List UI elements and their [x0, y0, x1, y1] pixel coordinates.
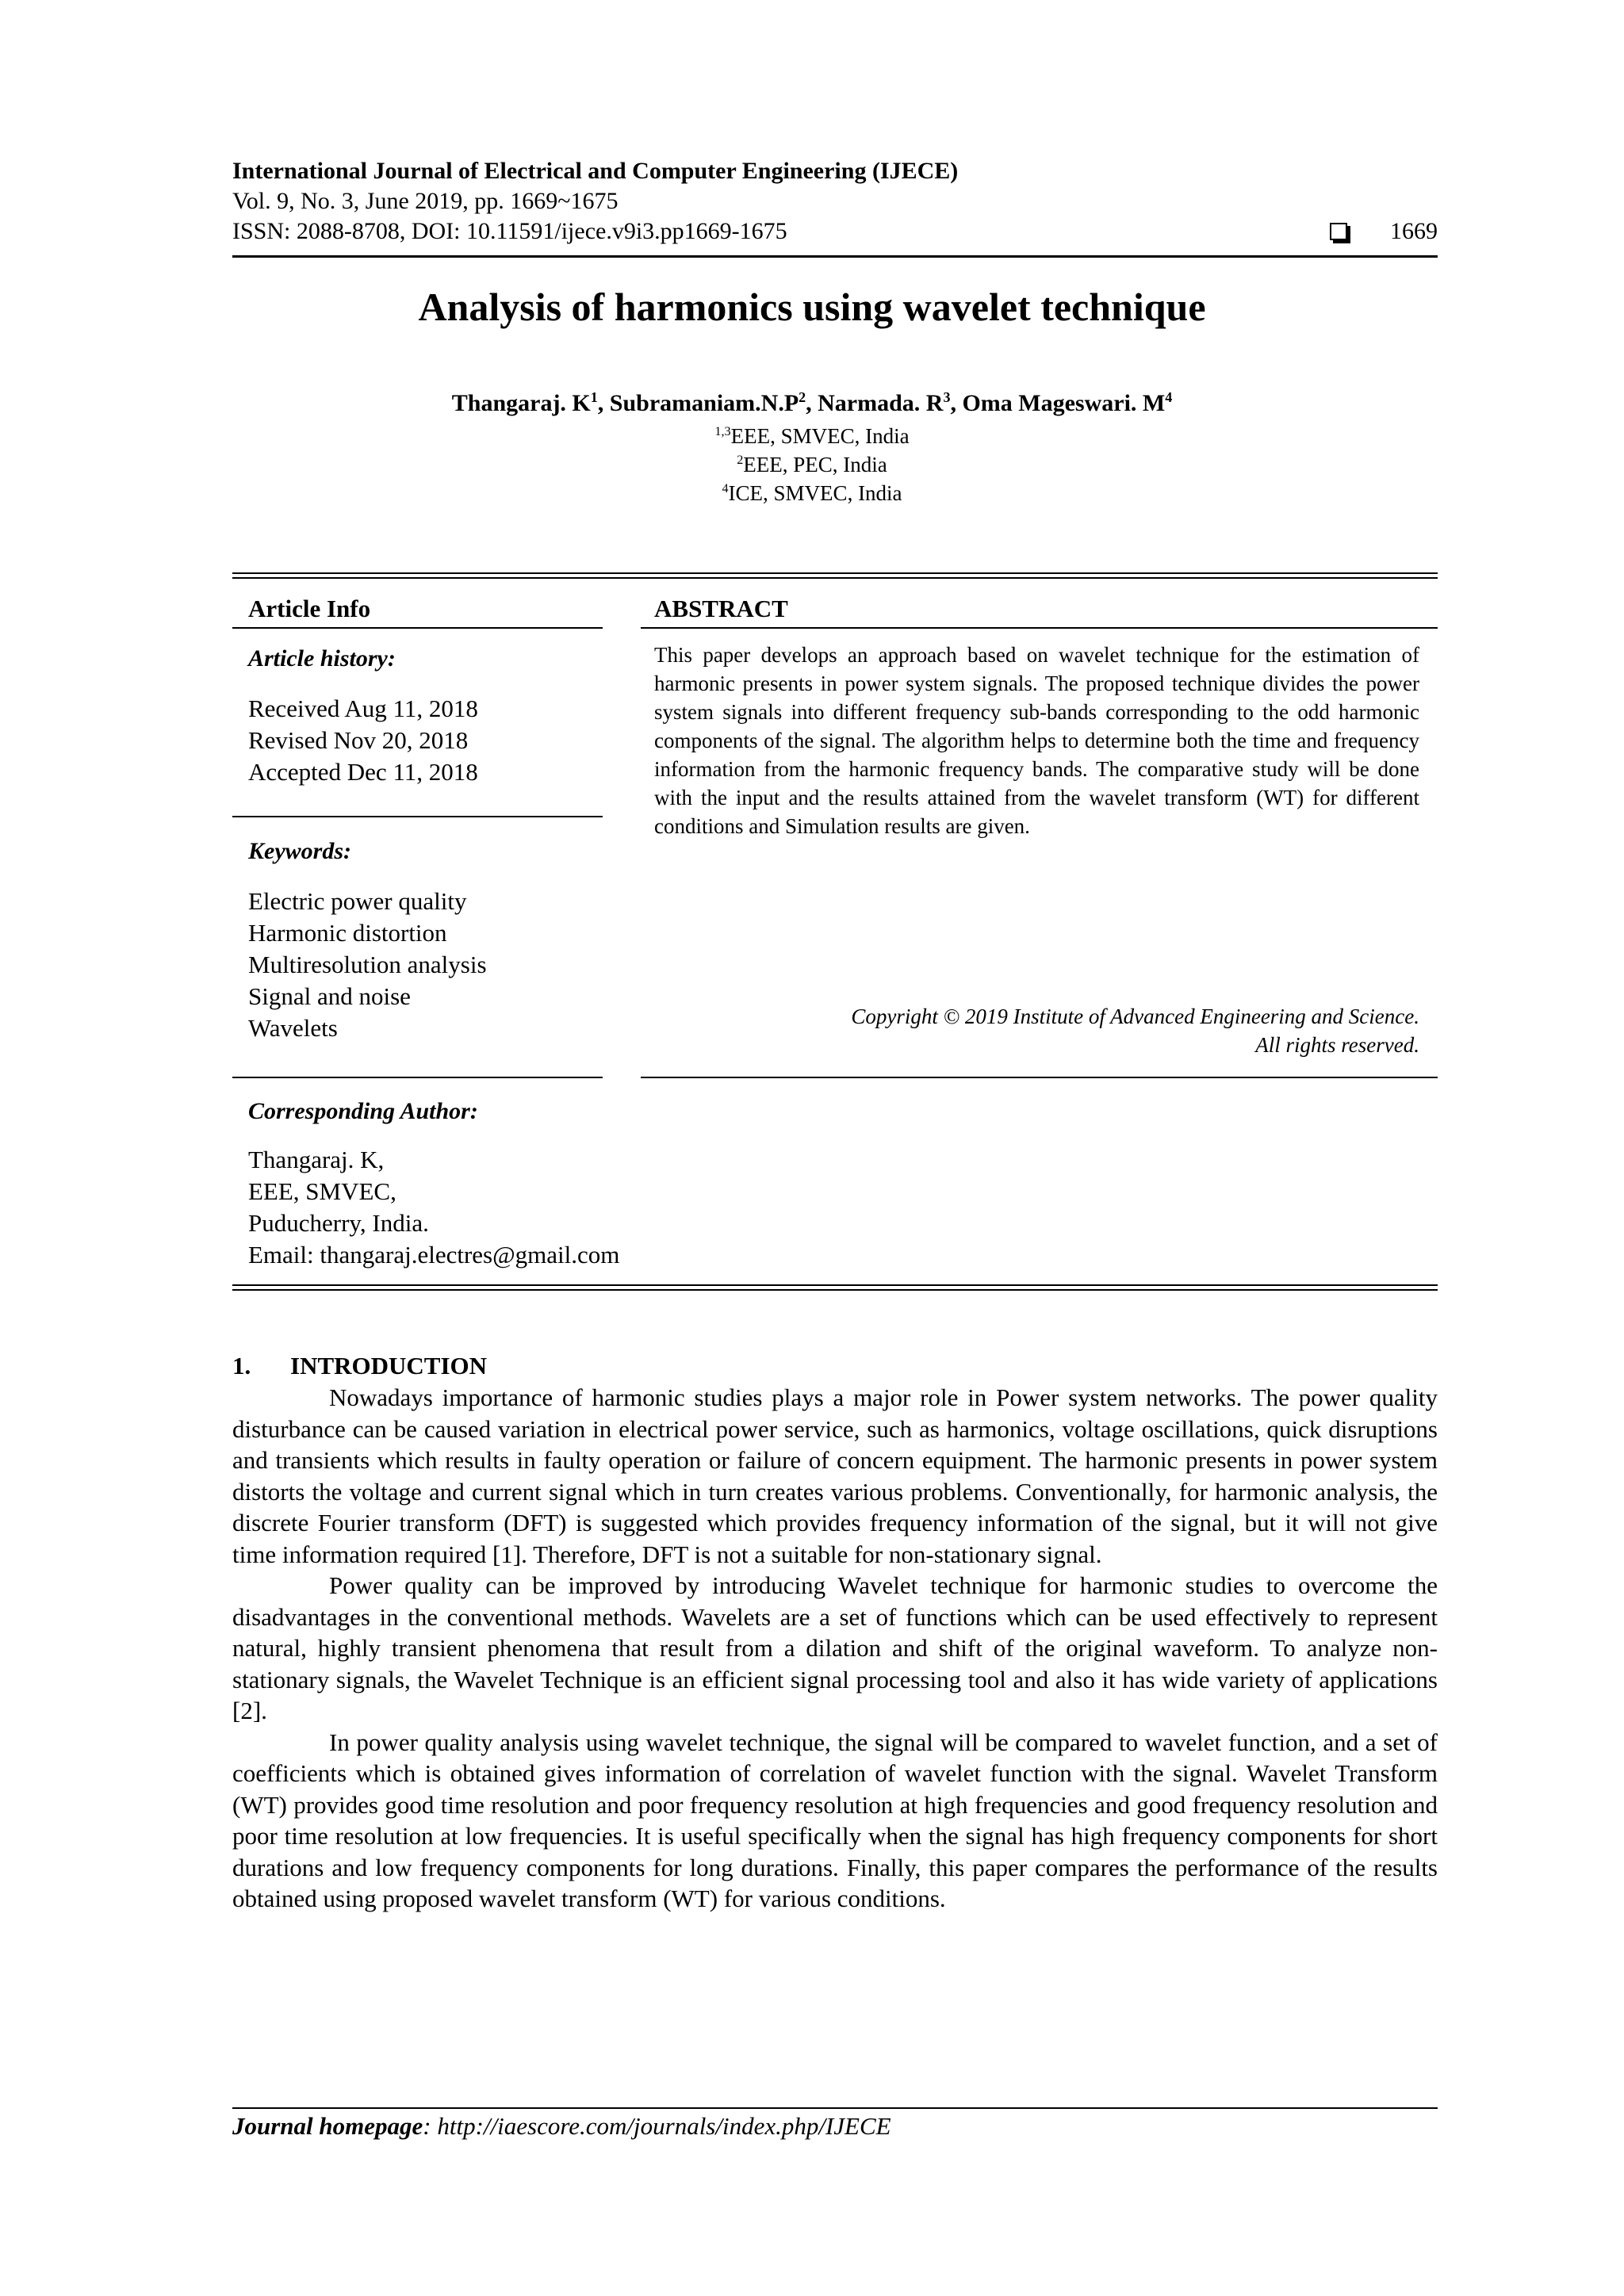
author-name: Subramaniam.N.P: [609, 390, 799, 416]
keyword-item: Harmonic distortion: [248, 919, 447, 947]
affiliation-line: $^2$EEE, PEC, India: [737, 453, 887, 476]
author-email-line: Email: thangaraj.electres@gmail.com: [248, 1241, 620, 1269]
page-number: 1669: [1390, 218, 1438, 244]
abstract-heading: ABSTRACT: [654, 595, 788, 622]
paragraph: Power quality can be improved by introducing Wavelet technique for harmonic studies to overcome the disadvantages in the conventional methods. Wavelets are a set of functions which can be used effectively to represent natural, highly transient phenomena that result from a dilation and shift of the original waveform. To analyze non-stationary signals, the Wavelet Technique is an efficient signal processing tool and also it has wide variety of applications [2].: [232, 1571, 1438, 1724]
author-name-line: Thangaraj. K,: [248, 1146, 385, 1173]
section-number: 1.: [232, 1352, 251, 1380]
paragraph: In power quality analysis using wavelet technique, the signal will be compared to wavelet function, and a set of coefficients which is obtained gives information of correlation of wavelet function with the signal. Wavelet Transform (WT) provides good time resolution and poor frequency resolution at high frequencies and good frequency resolution and poor time resolution at low frequencies. It is useful specifically when the signal has high frequency components for short durations and low frequency components for long durations. Finally, this paper compares the performance of the results obtained using proposed wavelet transform (WT) for various conditions.: [232, 1728, 1438, 1912]
infobox-top-rule-2: [232, 577, 1438, 579]
history-rule: [232, 816, 603, 817]
author-location-line: Puducherry, India.: [248, 1209, 429, 1237]
keywords-rule: [232, 1077, 603, 1078]
author-list: Thangaraj. $K^1$, $Subramaniam.N.P^2$, Narmada. $R^3$, Oma Mageswari. $M^4$: [451, 389, 1173, 416]
author-name: Narmada. R: [818, 390, 944, 416]
keyword-item: Electric power quality: [248, 887, 467, 915]
affiliations: [0, 422, 1624, 507]
article-history-heading: Article history:: [248, 645, 396, 672]
author-dept-line: EEE, SMVEC,: [248, 1177, 396, 1205]
homepage-link[interactable]: http://iaescore.com/journals/index.php/IJECE: [437, 2112, 891, 2140]
header-rule: [232, 255, 1438, 258]
keywords-list: [248, 886, 487, 1044]
author-name: Oma Mageswari. M: [962, 390, 1166, 416]
keyword-item: Multiresolution analysis: [248, 951, 487, 978]
keyword-item: Signal and noise: [248, 982, 411, 1010]
square-box-icon: [1330, 223, 1347, 240]
author-name: Thangaraj. K: [451, 390, 591, 416]
page-indicator: [1330, 216, 1438, 247]
accepted-date: Accepted Dec 11, 2018: [248, 758, 478, 786]
abstract-rule: [641, 627, 1438, 629]
issn-doi: ISSN: 2088-8708, DOI: 10.11591/ijece.v9i3.pp1669-1675: [232, 218, 787, 244]
homepage-label: Journal homepage: [232, 2112, 423, 2140]
abstract-text: This paper develops an approach based on wavelet technique for the estimation of harmonic presents in power system signals. The proposed technique divides the power system signals into different frequency sub-bands corresponding to the odd harmonic components of the signal. The algorithm helps to determine both the time and frequency information from the harmonic frequency bands. The comparative study will be done with the input and the results attained from the wavelet transform (WT) for different conditions and Simulation results are given.: [654, 643, 1419, 838]
footer-rule: [232, 2107, 1438, 2109]
journal-homepage: Journal homepage: http://iaescore.com/journals/index.php/IJECE: [232, 2112, 891, 2140]
copyright-notice: Copyright © 2019 Institute of Advanced Engineering and Science. All rights reserved.: [851, 1004, 1419, 1057]
paragraph: Nowadays importance of harmonic studies plays a major role in Power system networks. The power quality disturbance can be caused variation in electrical power service, such as harmonics, voltage oscillations, quick disruptions and transients which results in faulty operation or failure of concern equipment. The harmonic presents in power system distorts the voltage and current signal which in turn creates various problems. Conventionally, for harmonic analysis, the discrete Fourier transform (DFT) is suggested which provides frequency information of the signal, but it will not give time information required [1]. Therefore, DFT is not a suitable for non-stationary signal.: [232, 1383, 1438, 1568]
volume-info: Vol. 9, No. 3, June 2019, pp. 1669~1675: [232, 188, 619, 214]
received-date: Received Aug 11, 2018: [248, 695, 478, 722]
keywords-heading: Keywords:: [248, 838, 351, 864]
infobox-bottom-rule-2: [232, 1289, 1438, 1291]
article-history: [248, 693, 478, 788]
keyword-item: Wavelets: [248, 1014, 338, 1042]
section-title: INTRODUCTION: [290, 1352, 488, 1380]
affiliation-line: $^4$ICE, SMVEC, India: [722, 481, 902, 505]
affiliation-line: $^{1,3}$EEE, SMVEC, India: [714, 424, 910, 448]
introduction-body: [232, 1382, 1438, 1915]
article-info-rule: [232, 627, 603, 629]
abstract-bottom-rule: [641, 1077, 1438, 1078]
infobox-top-rule-1: [232, 572, 1438, 574]
infobox-bottom-rule-1: [232, 1284, 1438, 1286]
issn-row: [232, 216, 1438, 247]
revised-date: Revised Nov 20, 2018: [248, 726, 469, 754]
article-info-heading: Article Info: [248, 595, 371, 622]
corresponding-author-heading: Corresponding Author:: [248, 1098, 478, 1124]
journal-header: [232, 156, 1438, 247]
journal-name: International Journal of Electrical and Computer Engineering (IJECE): [232, 158, 959, 184]
paper-title: Analysis of harmonics using wavelet technique: [418, 285, 1206, 329]
corresponding-author-details: [248, 1144, 619, 1271]
section-heading-introduction: [232, 1352, 487, 1380]
